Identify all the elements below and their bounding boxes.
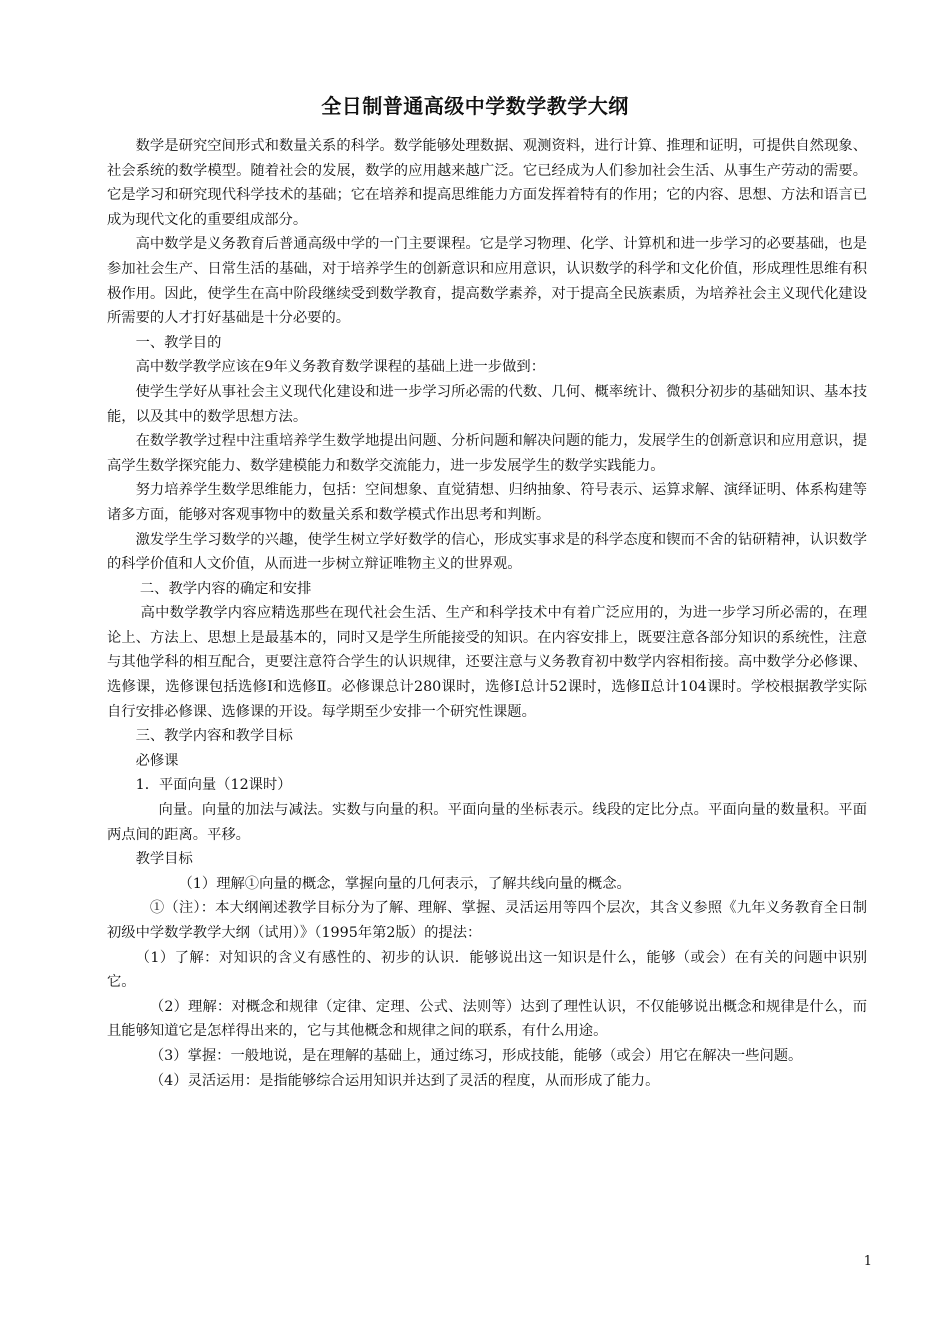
paragraph-purpose-3: 努力培养学生数学思维能力，包括：空间想象、直觉猜想、归纳抽象、符号表示、运算求解、演绎证明、体系构建等诸多方面，能够对客观事物中的数量关系和数学模式作出思考和判断。: [107, 482, 867, 523]
footnote-paragraph: ①（注）：本大纲阐述教学目标分为了解、理解、掌握、灵活运用等四个层次，其含义参照《九年义务教育全日制初级中学数学教学大纲（试用）》（1995年第2版）的提法：: [107, 900, 867, 941]
goal-item-1: （1）理解①向量的概念，掌握向量的几何表示，了解共线向量的概念。: [178, 875, 631, 892]
paragraph-intro-1: 数学是研究空间形式和数量关系的科学。数学能够处理数据、观测资料，进行计算、推理和证明，可提供自然现象、社会系统的数学模型。随着社会的发展，数学的应用越来越广泛。它已经成为人们参加社会生活、从事生产劳动的需要。它是学习和研究现代科学技术的基础；它在培养和提高思维能力方面发挥着特有的作用；它的内容、思想、方法和语言已成为现代文化的重要组成部分。: [107, 138, 867, 228]
section-heading-purpose: 一、教学目的: [135, 334, 222, 351]
subheading-required: 必修课: [135, 752, 179, 769]
level-understand-basic: （1）了解：对知识的含义有感性的、初步的认识．能够说出这一知识是什么，能够（或会）在有关的问题中识别它。: [107, 949, 867, 991]
level-understand: （2）理解：对概念和规律（定律、定理、公式、法则等）达到了理性认识，不仅能够说出概念和规律是什么，而且能够知道它是怎样得出来的，它与其他概念和规律之间的联系，有什么用途。: [107, 998, 867, 1040]
level-apply: （4）灵活运用：是指能够综合运用知识并达到了灵活的程度，从而形成了能力。: [149, 1072, 660, 1089]
page-number: 1: [863, 1254, 872, 1269]
document-title: 全日制普通高级中学数学教学大纲: [321, 94, 629, 118]
document-body: [107, 134, 867, 1093]
subheading-teaching-goals: 教学目标: [135, 851, 193, 868]
topic-heading-vectors: 1．平面向量（12课时）: [135, 777, 292, 794]
paragraph-intro-2: 高中数学是义务教育后普通高级中学的一门主要课程。它是学习物理、化学、计算机和进一步学习的必要基础，也是参加社会生产、日常生活的基础，对于培养学生的创新意识和应用意识，认识数学的科学和文化价值，形成理性思维有积极作用。因此，使学生在高中阶段继续受到数学教育，提高数学素养，对于提高全民族素质，为培养社会主义现代化建设所需要的人才打好基础是十分必要的。: [107, 236, 867, 327]
paragraph-purpose-4: 激发学生学习数学的兴趣，使学生树立学好数学的信心，形成实事求是的科学态度和锲而不舍的钻研精神，认识数学的科学价值和人文价值，从而进一步树立辩证唯物主义的世界观。: [107, 531, 867, 573]
paragraph-content-arrangement: 高中数学教学内容应精选那些在现代社会生活、生产和科学技术中有着广泛应用的，为进一步学习所必需的，在理论上、方法上、思想上是最基本的，同时又是学生所能接受的知识。在内容安排上，既要注意各部分知识的系统性，注意与其他学科的相互配合，更要注意符合学生的认识规律，还要注意与义务教育初中数学内容相衔接。高中数学分必修课、选修课，选修课包括选修Ⅰ和选修Ⅱ。必修课总计280课时，选修Ⅰ总计52课时，选修Ⅱ总计104课时。学校根据教学实际自行安排必修课、选修课的开设。每学期至少安排一个研究性课题。: [107, 605, 867, 720]
paragraph-purpose-1: 使学生学好从事社会主义现代化建设和进一步学习所必需的代数、几何、概率统计、微积分初步的基础知识、基本技能，以及其中的数学思想方法。: [107, 383, 867, 425]
level-master: （3）掌握：一般地说，是在理解的基础上，通过练习，形成技能，能够（或会）用它在解决一些问题。: [149, 1047, 803, 1064]
paragraph-purpose-lead: 高中数学教学应该在9年义务教育数学课程的基础上进一步做到：: [135, 359, 545, 376]
section-heading-content: 二、教学内容的确定和安排: [139, 580, 312, 597]
paragraph-vectors-content: 向量。向量的加法与减法。实数与向量的积。平面向量的坐标表示。线段的定比分点。平面向量的数量积。平面两点间的距离。平移。: [107, 802, 867, 843]
section-heading-goals: 三、教学内容和教学目标: [135, 728, 293, 745]
paragraph-purpose-2: 在数学教学过程中注重培养学生数学地提出问题、分析问题和解决问题的能力，发展学生的创新意识和应用意识，提高学生数学探究能力、数学建模能力和数学交流能力，进一步发展学生的数学实践能力。: [107, 433, 867, 474]
